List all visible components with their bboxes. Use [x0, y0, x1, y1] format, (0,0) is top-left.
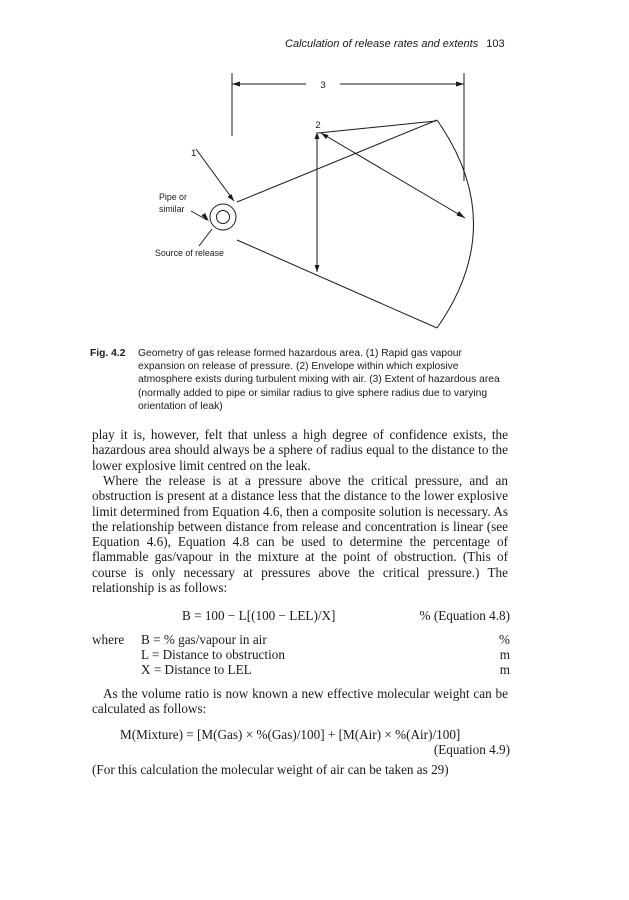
- figure-label-1: 1: [191, 148, 197, 159]
- figure-label-2: 2: [315, 120, 321, 131]
- sector-lower-edge: [237, 240, 437, 328]
- page-number: 103: [486, 38, 505, 50]
- arrowhead-vertical-bottom: [315, 265, 320, 272]
- definition-unit: %: [499, 632, 510, 647]
- definition-text: L = Distance to obstruction: [141, 647, 285, 662]
- paragraph: As the volume ratio is now known a new effective molecular weight can be calculated as follows:: [92, 686, 508, 717]
- arrowhead-diagonal-start: [321, 133, 329, 139]
- leader-source: [199, 229, 212, 246]
- definition-text: X = Distance to LEL: [141, 662, 252, 677]
- sector-arc: [437, 120, 474, 328]
- running-title: Calculation of release rates and extents: [285, 38, 479, 50]
- leader-1: [196, 149, 234, 201]
- figure-label-pipe-line2: similar: [159, 204, 185, 214]
- dimension-arrowhead-right: [456, 82, 464, 87]
- dimension-arrowhead-left: [232, 82, 240, 87]
- sector-upper-edge: [237, 120, 437, 202]
- where-word: where: [92, 632, 125, 647]
- figure-label-pipe-line1: Pipe or: [159, 192, 187, 202]
- arrowhead-leader-1: [228, 194, 235, 201]
- figure-number: Fig. 4.2: [90, 348, 126, 359]
- definition-unit: m: [499, 662, 510, 677]
- figure-gas-release-geometry: [0, 0, 629, 345]
- paragraph: play it is, however, felt that unless a high degree of confidence exists, the hazardous area should always be a sphere of radius equal to the distance to the lower explosive limit centred on the leak.: [92, 427, 508, 473]
- definition-text: B = % gas/vapour in air: [141, 632, 267, 647]
- release-source-outer-circle: [210, 204, 236, 230]
- equation-expression: B = 100 − L[(100 − LEL)/X]: [182, 608, 336, 623]
- arrowhead-diagonal-end: [457, 211, 466, 218]
- definition-unit: m: [499, 647, 510, 662]
- definition-row: [92, 632, 510, 647]
- figure-label-source: Source of release: [155, 248, 224, 258]
- figure-caption-text: Geometry of gas release formed hazardous area. (1) Rapid gas vapour expansion on release of pressure. (2) Envelope within which explosive atmosphere exists during turbulent mixing with air. (3) Extent of hazardous area (normally added to pipe or similar radius to give sphere radius due to varying orientation of leak): [138, 348, 500, 412]
- figure-caption: [90, 347, 508, 413]
- equation-tag: % (Equation 4.8): [419, 608, 510, 623]
- envelope-diagonal-line: [321, 133, 465, 218]
- equation-expression: M(Mixture) = [M(Gas) × %(Gas)/100] + [M(Air) × %(Air)/100]: [120, 727, 461, 742]
- release-source-inner-circle: [217, 211, 230, 224]
- paragraph: Where the release is at a pressure above the critical pressure, and an obstruction is present at a distance less that the distance to the lower explosive limit determined from Equation 4.6, then a composite solution is necessary. As the relationship between distance from release and concentration is linear (see Equation 4.6), Equation 4.8 can be used to determine the percentage of flammable gas/vapour in the mixture at the point of obstruction. (This of course is only necessary at pressures above the critical pressure.) The relationship is as follows:: [92, 473, 508, 596]
- definition-row: [92, 647, 510, 662]
- equation-tag: (Equation 4.9): [433, 742, 510, 757]
- definition-row: [92, 662, 510, 677]
- equation-4-8: [92, 608, 510, 624]
- note: (For this calculation the molecular weight of air can be taken as 29): [92, 762, 449, 777]
- figure-label-3: 3: [320, 80, 326, 91]
- equation-4-9: [92, 727, 510, 757]
- envelope-upper-line: [318, 121, 436, 133]
- variable-definitions: [92, 632, 510, 677]
